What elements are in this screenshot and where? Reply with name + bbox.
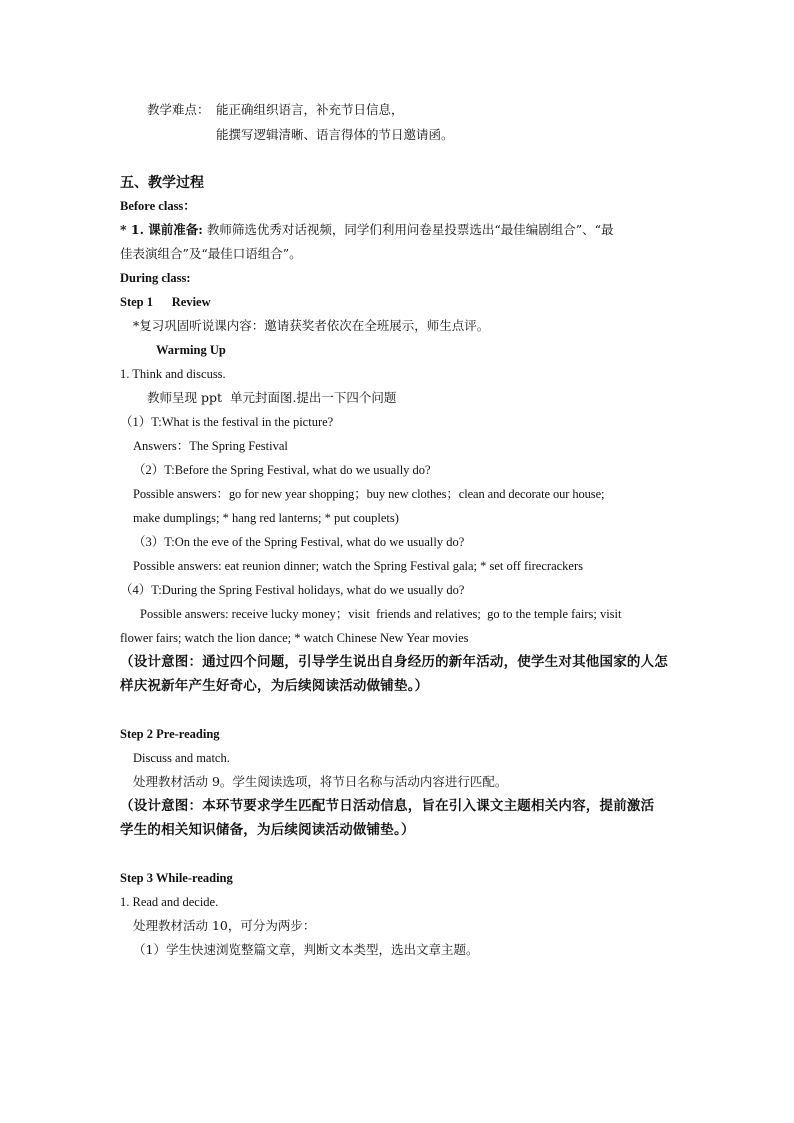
prep-paragraph-line-1 xyxy=(120,221,614,239)
during-class-heading: During class: xyxy=(120,271,191,285)
difficulty-line-2: 能撰写逻辑清晰、语言得体的节日邀请函。 xyxy=(216,127,454,142)
question-1: （1）T:What is the festival in the picture? xyxy=(120,415,334,429)
teacher-ppt: 教师呈现 ppt 单元封面图.提出一下四个问题 xyxy=(147,390,397,405)
question-4: （4）T:During the Spring Festival holidays, what do we usually do? xyxy=(120,583,465,597)
section-title: 五、教学过程 xyxy=(120,175,204,191)
discuss-match: Discuss and match. xyxy=(133,751,230,765)
answer-4-line-2: flower fairs; watch the lion dance; * watch Chinese New Year movies xyxy=(120,631,469,645)
difficulty-label: 教学难点： xyxy=(147,102,210,117)
answer-3: Possible answers: eat reunion dinner; watch the Spring Festival gala; * set off firecrackers xyxy=(133,559,583,573)
answer-2-line-2: make dumplings; * hang red lanterns; * put couplets) xyxy=(133,511,399,525)
design-intent-1-line-1: （设计意图：通过四个问题，引导学生说出自身经历的新年活动，使学生对其他国家的人怎 xyxy=(120,654,668,670)
prep-text: 教师筛选优秀对话视频，同学们利用问卷星投票选出“最佳编剧组合”、“最 xyxy=(202,222,614,237)
question-2: （2）T:Before the Spring Festival, what do we usually do? xyxy=(133,463,431,477)
prep-paragraph-line-2: 佳表演组合”及“最佳口语组合”。 xyxy=(120,246,302,261)
read-decide: 1. Read and decide. xyxy=(120,895,219,909)
answer-4-line-1: Possible answers: receive lucky money；visit friends and relatives; go to the temple fairs; visit xyxy=(140,607,622,621)
design-intent-1-line-2: 样庆祝新年产生好奇心，为后续阅读活动做铺垫。） xyxy=(120,678,429,694)
design-intent-2-line-2: 学生的相关知识储备，为后续阅读活动做铺垫。） xyxy=(120,822,415,838)
warming-up-heading: Warming Up xyxy=(156,343,226,357)
prep-label: * 1. 课前准备: xyxy=(120,222,203,237)
step3-title: Step 3 While-reading xyxy=(120,871,233,885)
step1-title: Step 1 Review xyxy=(120,295,211,309)
difficulty-line-1: 能正确组织语言，补充节日信息， xyxy=(216,102,404,117)
step1-review: *复习巩固听说课内容：邀请获奖者依次在全班展示，师生点评。 xyxy=(133,318,490,333)
answer-2-line-1: Possible answers：go for new year shopping；buy new clothes；clean and decorate our house; xyxy=(133,487,605,501)
question-3: （3）T:On the eve of the Spring Festival, what do we usually do? xyxy=(133,535,465,549)
activity-10: 处理教材活动 10，可分为两步： xyxy=(133,918,316,933)
activity-10-step-1: （1）学生快速浏览整篇文章，判断文本类型，选出文章主题。 xyxy=(133,942,479,957)
design-intent-2-line-1: （设计意图：本环节要求学生匹配节日活动信息，旨在引入课文主题相关内容，提前激活 xyxy=(120,798,655,814)
think-discuss: 1. Think and discuss. xyxy=(120,367,226,381)
activity-9: 处理教材活动 9。学生阅读选项，将节日名称与活动内容进行匹配。 xyxy=(133,774,508,789)
before-class-heading: Before class： xyxy=(120,199,196,213)
answer-1: Answers：The Spring Festival xyxy=(133,439,288,453)
step2-title: Step 2 Pre-reading xyxy=(120,727,220,741)
